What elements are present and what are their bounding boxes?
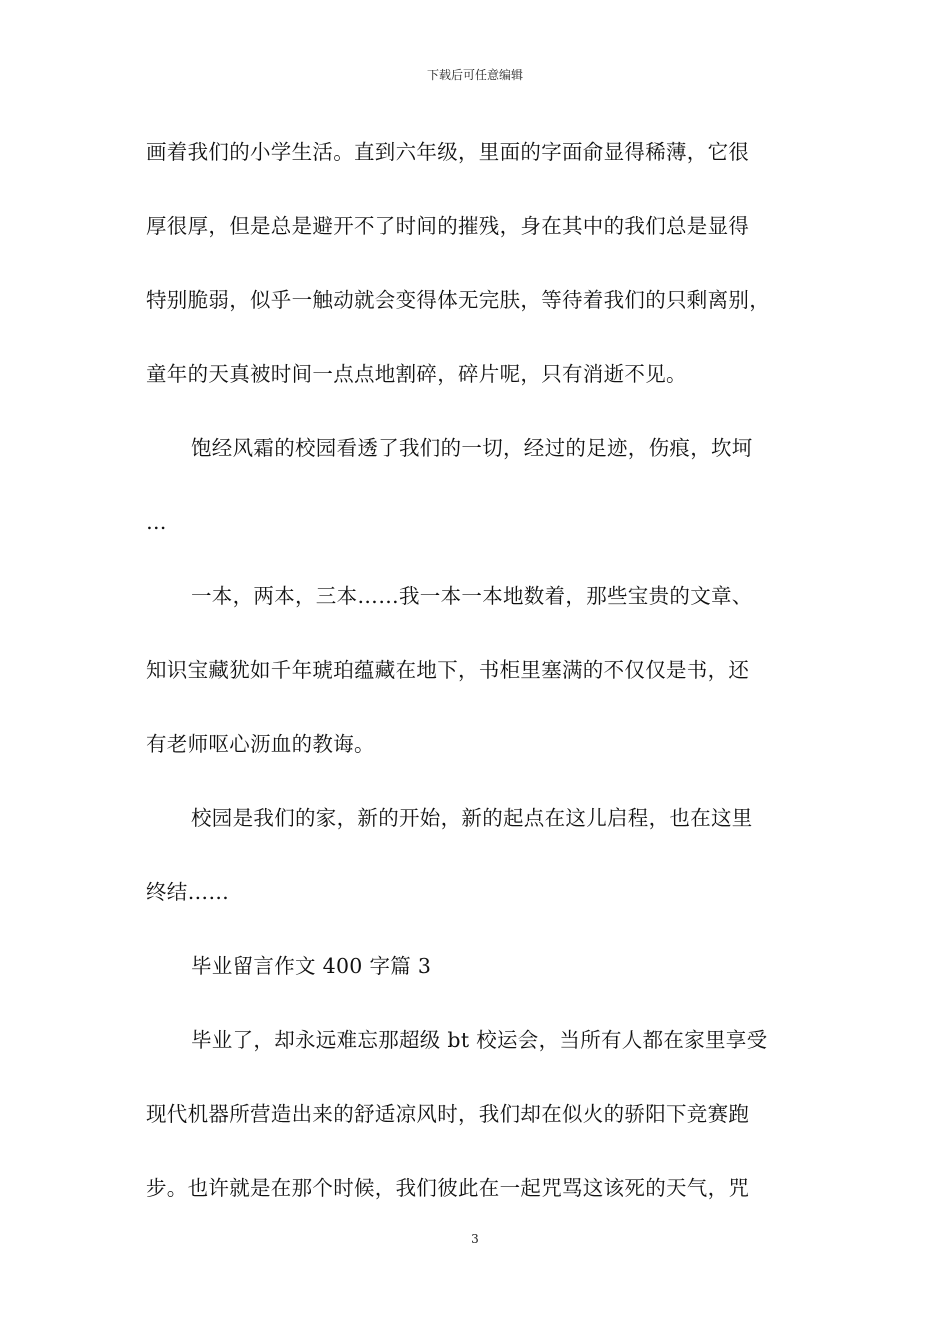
text-line: 有老师呕心沥血的教诲。 — [146, 732, 375, 756]
section-heading: 毕业留言作文 400 字篇 3 — [191, 954, 432, 978]
text-line: … — [146, 510, 167, 534]
document-body — [146, 126, 810, 1236]
page-header-note: 下载后可任意编辑 — [426, 68, 523, 82]
page-number: 3 — [471, 1232, 479, 1246]
text-line: 一本，两本，三本……我一本一本地数着，那些宝贵的文章、 — [191, 584, 753, 608]
text-line: 终结…… — [146, 880, 230, 904]
text-line: 厚很厚，但是总是避开不了时间的摧残，身在其中的我们总是显得 — [146, 214, 750, 238]
text-line: 步。也许就是在那个时候，我们彼此在一起咒骂这该死的天气，咒 — [146, 1176, 750, 1200]
text-line: 现代机器所营造出来的舒适凉风时，我们却在似火的骄阳下竞赛跑 — [146, 1102, 750, 1126]
text-line: 画着我们的小学生活。直到六年级，里面的字面俞显得稀薄，它很 — [146, 140, 750, 164]
text-line: 饱经风霜的校园看透了我们的一切，经过的足迹，伤痕，坎坷 — [191, 436, 753, 460]
text-line: 童年的天真被时间一点点地割碎，碎片呢，只有消逝不见。 — [146, 362, 687, 386]
text-line: 特别脆弱，似乎一触动就会变得体无完肤，等待着我们的只剩离别， — [146, 288, 770, 312]
text-line: 毕业了，却永远难忘那超级 bt 校运会，当所有人都在家里享受 — [191, 1028, 768, 1052]
text-line: 校园是我们的家，新的开始，新的起点在这儿启程，也在这里 — [191, 806, 753, 830]
text-line: 知识宝藏犹如千年琥珀蕴藏在地下，书柜里塞满的不仅仅是书，还 — [146, 658, 750, 682]
